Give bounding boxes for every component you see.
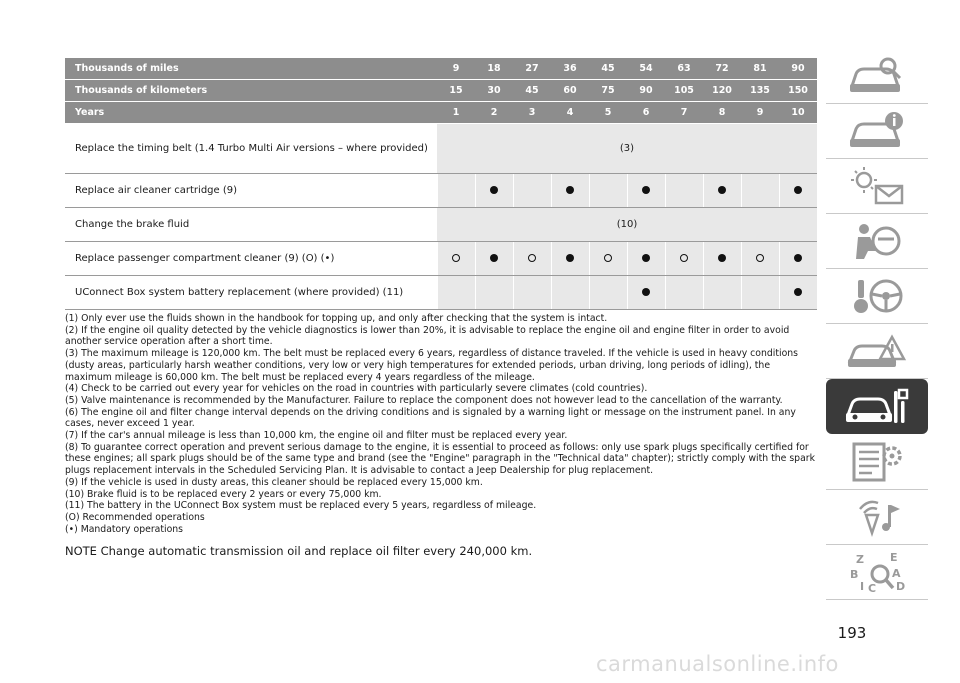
steering-key-icon (842, 274, 912, 318)
mandatory-mark (490, 254, 498, 262)
header-label: Thousands of kilometers (65, 80, 437, 102)
footnote: (8) To guarantee correct operation and prevent serious damage to the engine, it is essential to proceed as follows: only use spark plugs specifically certified for these engines; all spark plugs should be of the same type and brand (see the "Engine" paragraph in the "Technical data" chapter); strictly comply with the spark plugs replacement intervals in the Scheduled Servicing Plan. It is advisable to contact a Jeep Dealership for plug replacement. (65, 441, 815, 477)
footnote: (O) Recommended operations (65, 511, 205, 523)
header-cell: 90 (779, 58, 817, 80)
sidebar-item-maintenance[interactable] (826, 379, 928, 434)
mark-cell (437, 242, 475, 276)
mark-cell (627, 174, 665, 208)
mark-cell (551, 174, 589, 208)
svg-text:A: A (892, 567, 901, 580)
footnote: (2) If the engine oil quality detected by the vehicle diagnostics is lower than 20%, it is advisable to replace the engine oil and engine filter in order to avoid another service operation after a short time. (65, 324, 790, 348)
mandatory-mark (642, 254, 650, 262)
sidebar-item-starting[interactable] (826, 269, 928, 324)
header-cell: 8 (703, 102, 741, 124)
sidebar-item-multimedia[interactable] (826, 490, 928, 545)
mark-cell (741, 174, 779, 208)
header-cell: 45 (513, 80, 551, 102)
car-dashboard-icon (842, 54, 912, 98)
header-cell: 3 (513, 102, 551, 124)
service-schedule-table (65, 58, 817, 310)
recommended-mark (756, 254, 764, 262)
table-row-uconnect-battery (65, 276, 817, 310)
footnote: (4) Check to be carried out every year for vehicles on the road in countries with particularly severe climates (cold countries). (65, 383, 648, 395)
mark-cell (513, 242, 551, 276)
car-maintenance-icon (842, 385, 912, 429)
header-cell: 45 (589, 58, 627, 80)
footnote: (9) If the vehicle is used in dusty areas, this cleaner should be replaced every 15,000 km. (65, 476, 483, 488)
svg-text:D: D (896, 580, 906, 593)
table-row-air-cleaner (65, 174, 817, 208)
header-cell: 4 (551, 102, 589, 124)
footnote: (7) If the car's annual mileage is less than 10,000 km, the engine oil and filter must be replaced every year. (65, 430, 568, 442)
row-label: Replace passenger compartment cleaner (9) (O) (•) (65, 242, 437, 276)
sidebar-item-car-info[interactable] (826, 104, 928, 159)
header-cell: 6 (627, 102, 665, 124)
footnote: (5) Valve maintenance is recommended by the Manufacturer. Failure to replace the component does not however lead to the cancellation of the warranty. (65, 394, 783, 406)
sidebar-item-warning-lights[interactable] (826, 159, 928, 214)
mark-cell (703, 174, 741, 208)
mark-cell (665, 174, 703, 208)
footnote: (10) Brake fluid is to be replaced every 2 years or every 75,000 km. (65, 488, 382, 500)
car-info-icon (842, 109, 912, 153)
mandatory-mark (642, 186, 650, 194)
header-cell: 75 (589, 80, 627, 102)
span-cell: (10) (437, 208, 817, 242)
mark-cell (437, 174, 475, 208)
mark-cell (475, 276, 513, 310)
header-row-kilometers (65, 80, 817, 102)
header-cell: 105 (665, 80, 703, 102)
mark-cell (741, 242, 779, 276)
mandatory-mark (794, 254, 802, 262)
header-cell: 5 (589, 102, 627, 124)
svg-text:I: I (860, 580, 865, 593)
header-cell: 90 (627, 80, 665, 102)
header-cell: 60 (551, 80, 589, 102)
footnote: (•) Mandatory operations (65, 523, 183, 535)
mandatory-mark (718, 186, 726, 194)
mark-cell (551, 242, 589, 276)
header-cell: 72 (703, 58, 741, 80)
mandatory-mark (490, 186, 498, 194)
header-label: Years (65, 102, 437, 124)
recommended-mark (528, 254, 536, 262)
mark-cell (665, 242, 703, 276)
watermark: carmanualsonline.info (596, 652, 839, 676)
footnote: (3) The maximum mileage is 120,000 km. The belt must be replaced every 6 years, regardless of distance traveled. If the vehicle is used in heavy conditions (dusty areas, particularly harsh weather conditions, very low or very high temperatures for extended periods, urban driving, long periods of idling), the maximum mileage is 60,000 km. The belt must be replaced every 4 years regardless of the mileage. (65, 348, 799, 383)
svg-text:E: E (890, 551, 898, 564)
row-label: Change the brake fluid (65, 208, 437, 242)
mark-cell (475, 242, 513, 276)
technical-data-icon (842, 440, 912, 484)
mark-cell (589, 174, 627, 208)
mark-cell (513, 174, 551, 208)
mark-cell (589, 276, 627, 310)
maintenance-schedule (65, 58, 817, 558)
header-row-years (65, 102, 817, 124)
mandatory-mark (566, 254, 574, 262)
svg-text:B: B (850, 568, 859, 581)
chapter-sidebar (826, 49, 928, 600)
mark-cell (703, 276, 741, 310)
header-cell: 150 (779, 80, 817, 102)
svg-text:C: C (868, 582, 877, 594)
footnotes (65, 313, 817, 535)
mark-cell (627, 276, 665, 310)
header-cell: 120 (703, 80, 741, 102)
emergency-car-icon (842, 329, 912, 373)
mark-cell (779, 276, 817, 310)
span-cell: (3) (437, 124, 817, 174)
header-cell: 63 (665, 58, 703, 80)
mark-cell (589, 242, 627, 276)
header-cell: 2 (475, 102, 513, 124)
sidebar-item-index[interactable] (826, 545, 928, 600)
mark-cell (551, 276, 589, 310)
recommended-mark (680, 254, 688, 262)
footnote: (11) The battery in the UConnect Box system must be replaced every 5 years, regardless of mileage. (65, 500, 537, 512)
mandatory-mark (794, 186, 802, 194)
header-cell: 15 (437, 80, 475, 102)
sidebar-item-safety[interactable] (826, 214, 928, 269)
header-cell: 27 (513, 58, 551, 80)
header-cell: 30 (475, 80, 513, 102)
sidebar-item-technical-data[interactable] (826, 435, 928, 490)
header-cell: 54 (627, 58, 665, 80)
table-row-brake-fluid (65, 208, 817, 242)
mark-cell (779, 242, 817, 276)
footnote: (6) The engine oil and filter change interval depends on the driving conditions and is signaled by a warning light or message on the instrument panel. In any cases, never exceed 1 year. (65, 406, 796, 430)
airbag-safety-icon (842, 219, 912, 263)
index-alphabet-icon (842, 550, 912, 594)
sidebar-item-emergency[interactable] (826, 324, 928, 379)
table-row-timing-belt (65, 124, 817, 174)
table-row-cabin-filter (65, 242, 817, 276)
header-cell: 18 (475, 58, 513, 80)
mark-cell (779, 174, 817, 208)
svg-text:Z: Z (856, 553, 864, 566)
header-cell: 1 (437, 102, 475, 124)
mark-cell (627, 242, 665, 276)
mark-cell (703, 242, 741, 276)
header-label: Thousands of miles (65, 58, 437, 80)
header-cell: 135 (741, 80, 779, 102)
warning-lights-icon (842, 164, 912, 208)
row-label: Replace the timing belt (1.4 Turbo Multi Air versions – where provided) (65, 124, 437, 174)
transmission-note: NOTE Change automatic transmission oil and replace oil filter every 240,000 km. (65, 544, 533, 559)
footnote: (1) Only ever use the fluids shown in the handbook for topping up, and only after checking that the system is intact. (65, 313, 608, 324)
mark-cell (741, 276, 779, 310)
header-cell: 9 (741, 102, 779, 124)
page-number: 193 (837, 624, 867, 642)
row-label: Replace air cleaner cartridge (9) (65, 174, 437, 208)
mandatory-mark (566, 186, 574, 194)
mark-cell (513, 276, 551, 310)
mark-cell (437, 276, 475, 310)
header-cell: 10 (779, 102, 817, 124)
header-cell: 36 (551, 58, 589, 80)
multimedia-icon (842, 495, 912, 539)
header-cell: 9 (437, 58, 475, 80)
mandatory-mark (794, 288, 802, 296)
mandatory-mark (642, 288, 650, 296)
header-cell: 7 (665, 102, 703, 124)
mark-cell (665, 276, 703, 310)
header-cell: 81 (741, 58, 779, 80)
mandatory-mark (718, 254, 726, 262)
header-row-miles (65, 58, 817, 80)
sidebar-item-dashboard[interactable] (826, 49, 928, 104)
row-label: UConnect Box system battery replacement (where provided) (11) (65, 276, 437, 310)
recommended-mark (604, 254, 612, 262)
mark-cell (475, 174, 513, 208)
recommended-mark (452, 254, 460, 262)
